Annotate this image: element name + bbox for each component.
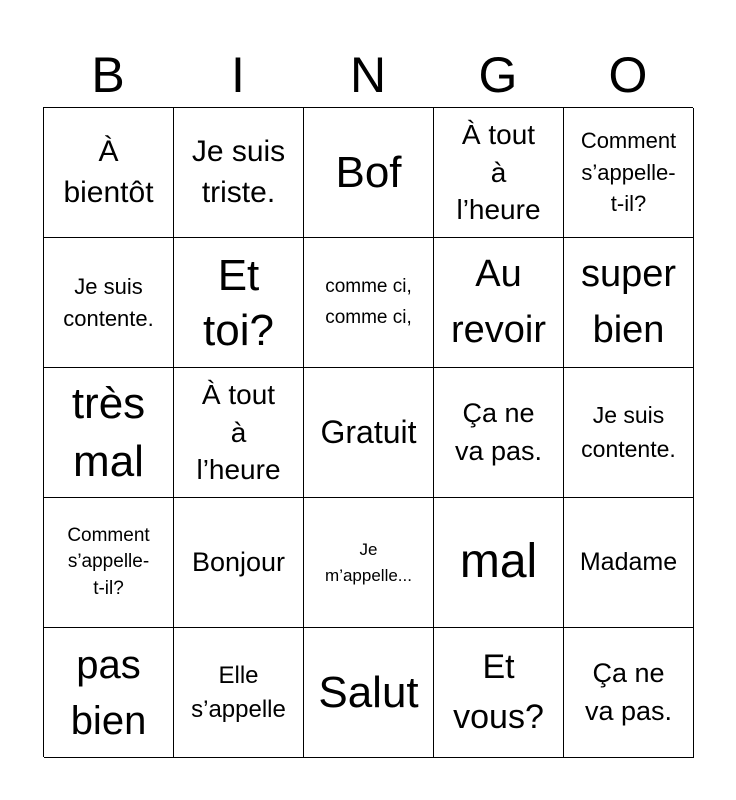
cell-text: Je m’appelle... (325, 540, 412, 585)
bingo-cell[interactable] (44, 498, 174, 628)
cell-text: Ça ne va pas. (584, 657, 673, 726)
cell-text: À tout à l’heure (196, 378, 281, 486)
bingo-cell[interactable] (44, 238, 174, 368)
cell-text: pas bien (70, 642, 147, 743)
bingo-cell[interactable] (434, 238, 564, 368)
bingo-cell[interactable] (44, 108, 174, 238)
bingo-board (43, 107, 693, 757)
cell-text: Et vous? (453, 648, 544, 736)
bingo-cell[interactable] (44, 368, 174, 498)
cell-text: Comment s’appelle- t-il? (580, 127, 677, 217)
header-letter-o: O (608, 47, 648, 103)
bingo-cell[interactable] (564, 108, 694, 238)
bingo-cell[interactable] (44, 628, 174, 758)
cell-text: Je suis contente. (63, 273, 154, 331)
cell-text: Bof (335, 147, 402, 197)
header-letter-i: I (231, 47, 245, 103)
bingo-cell[interactable] (174, 628, 304, 758)
bingo-cell[interactable] (564, 368, 694, 498)
bingo-cell[interactable] (174, 238, 304, 368)
cell-text: très mal (71, 379, 146, 486)
bingo-cell[interactable] (434, 108, 564, 238)
bingo-cell[interactable] (434, 628, 564, 758)
cell-text: Et toi? (203, 250, 274, 355)
bingo-cell[interactable] (564, 498, 694, 628)
cell-text: mal (459, 535, 538, 589)
bingo-cell[interactable] (174, 498, 304, 628)
cell-text: Ça ne va pas. (454, 397, 543, 466)
cell-text: Salut (318, 667, 419, 717)
bingo-cell[interactable] (174, 368, 304, 498)
cell-text: Comment s’appelle- t-il? (67, 524, 150, 599)
cell-text: Je suis contente. (581, 402, 676, 462)
bingo-cell[interactable] (304, 238, 434, 368)
cell-text: super bien (580, 253, 677, 351)
cell-text: Bonjour (191, 547, 286, 578)
header-letter-n: N (349, 47, 387, 103)
cell-text: À bientôt (63, 135, 154, 209)
bingo-cell[interactable] (304, 498, 434, 628)
header-letter-b: B (91, 47, 125, 103)
header-letter-g: G (478, 47, 518, 103)
cell-text: Je suis triste. (191, 135, 286, 209)
cell-text: Au revoir (450, 253, 547, 351)
cell-text: Elle s’appelle (191, 661, 286, 723)
bingo-cell[interactable] (174, 108, 304, 238)
bingo-cell[interactable] (434, 368, 564, 498)
bingo-cell[interactable] (564, 238, 694, 368)
bingo-cell[interactable] (304, 368, 434, 498)
bingo-header (43, 42, 693, 108)
bingo-cell[interactable] (304, 108, 434, 238)
cell-text: Madame (579, 548, 678, 576)
bingo-cell[interactable] (564, 628, 694, 758)
cell-text: comme ci, comme ci, (325, 276, 412, 328)
bingo-cell[interactable] (304, 628, 434, 758)
bingo-cell[interactable] (434, 498, 564, 628)
cell-text: Gratuit (320, 413, 417, 450)
cell-text: À tout à l’heure (456, 118, 541, 226)
